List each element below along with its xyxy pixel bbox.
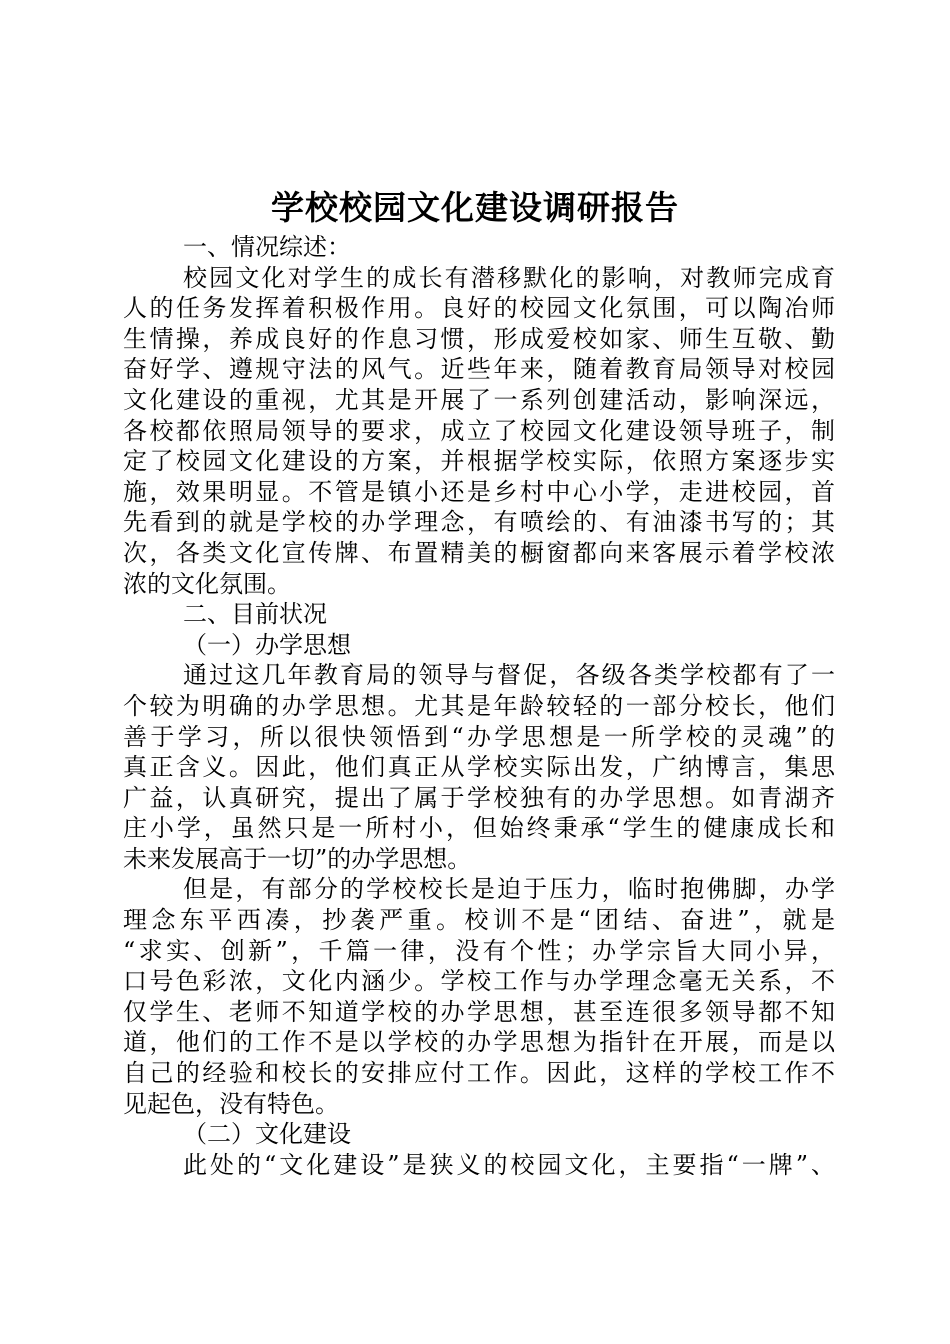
subsection-heading: （二）文化建设 (183, 1120, 351, 1149)
paragraph-line: 善于学习，所以很快领悟到“办学思想是一所学校的灵魂”的 (123, 722, 835, 751)
paragraph-line: 次，各类文化宣传牌、布置精美的橱窗都向来客展示着学校浓 (123, 538, 835, 567)
paragraph-line: 仅学生、老师不知道学校的办学思想，甚至连很多领导都不知 (123, 997, 835, 1026)
document-title: 学校校园文化建设调研报告 (271, 188, 679, 227)
paragraph-line: 浓的文化氛围。 (123, 569, 291, 598)
paragraph-line: 校园文化对学生的成长有潜移默化的影响，对教师完成育 (183, 263, 835, 292)
paragraph-line: 文化建设的重视，尤其是开展了一系列创建活动，影响深远， (123, 385, 835, 414)
paragraph-line: 奋好学、遵规守法的风气。近些年来，随着教育局领导对校园 (123, 355, 835, 384)
paragraph-line: 施，效果明显。不管是镇小还是乡村中心小学，走进校园，首 (123, 477, 835, 506)
paragraph-line: 人的任务发挥着积极作用。良好的校园文化氛围，可以陶冶师 (123, 294, 835, 323)
paragraph-line: 生情操，养成良好的作息习惯，形成爱校如家、师生互敬、勤 (123, 324, 835, 353)
paragraph-line: 真正含义。因此，他们真正从学校实际出发，广纳博言，集思 (123, 753, 835, 782)
paragraph-line: 自己的经验和校长的安排应付工作。因此，这样的学校工作不 (123, 1059, 835, 1088)
paragraph-line: 定了校园文化建设的方案，并根据学校实际，依照方案逐步实 (123, 447, 835, 476)
paragraph-line: 道，他们的工作不是以学校的办学思想为指针在开展，而是以 (123, 1028, 835, 1057)
paragraph-line: “求实、创新”，千篇一律，没有个性；办学宗旨大同小异， (123, 936, 835, 965)
section-heading: 二、目前状况 (183, 600, 327, 629)
paragraph-line: 此处的“文化建设”是狭义的校园文化，主要指“一牌”、 (183, 1150, 835, 1179)
subsection-heading: （一）办学思想 (183, 630, 351, 659)
paragraph-line: 口号色彩浓，文化内涵少。学校工作与办学理念毫无关系，不 (123, 967, 835, 996)
section-heading: 一、情况综述： (183, 233, 351, 261)
paragraph-line: 各校都依照局领导的要求，成立了校园文化建设领导班子，制 (123, 416, 835, 445)
paragraph-line: 理念东平西凑，抄袭严重。校训不是“团结、奋进”，就是 (123, 906, 835, 935)
paragraph-line: 先看到的就是学校的办学理念，有喷绘的、有油漆书写的；其 (123, 508, 835, 537)
paragraph-line: 广益，认真研究，提出了属于学校独有的办学思想。如青湖齐 (123, 783, 835, 812)
paragraph-line: 个较为明确的办学思想。尤其是年龄较轻的一部分校长，他们 (123, 691, 835, 720)
paragraph-line: 但是，有部分的学校校长是迫于压力，临时抱佛脚，办学 (183, 875, 835, 904)
document-body (123, 232, 835, 1180)
paragraph-line: 通过这几年教育局的领导与督促，各级各类学校都有了一 (183, 661, 835, 690)
paragraph-line: 未来发展高于一切”的办学思想。 (123, 844, 472, 873)
paragraph-line: 庄小学，虽然只是一所村小，但始终秉承“学生的健康成长和 (123, 814, 835, 843)
paragraph-line: 见起色，没有特色。 (123, 1089, 339, 1118)
